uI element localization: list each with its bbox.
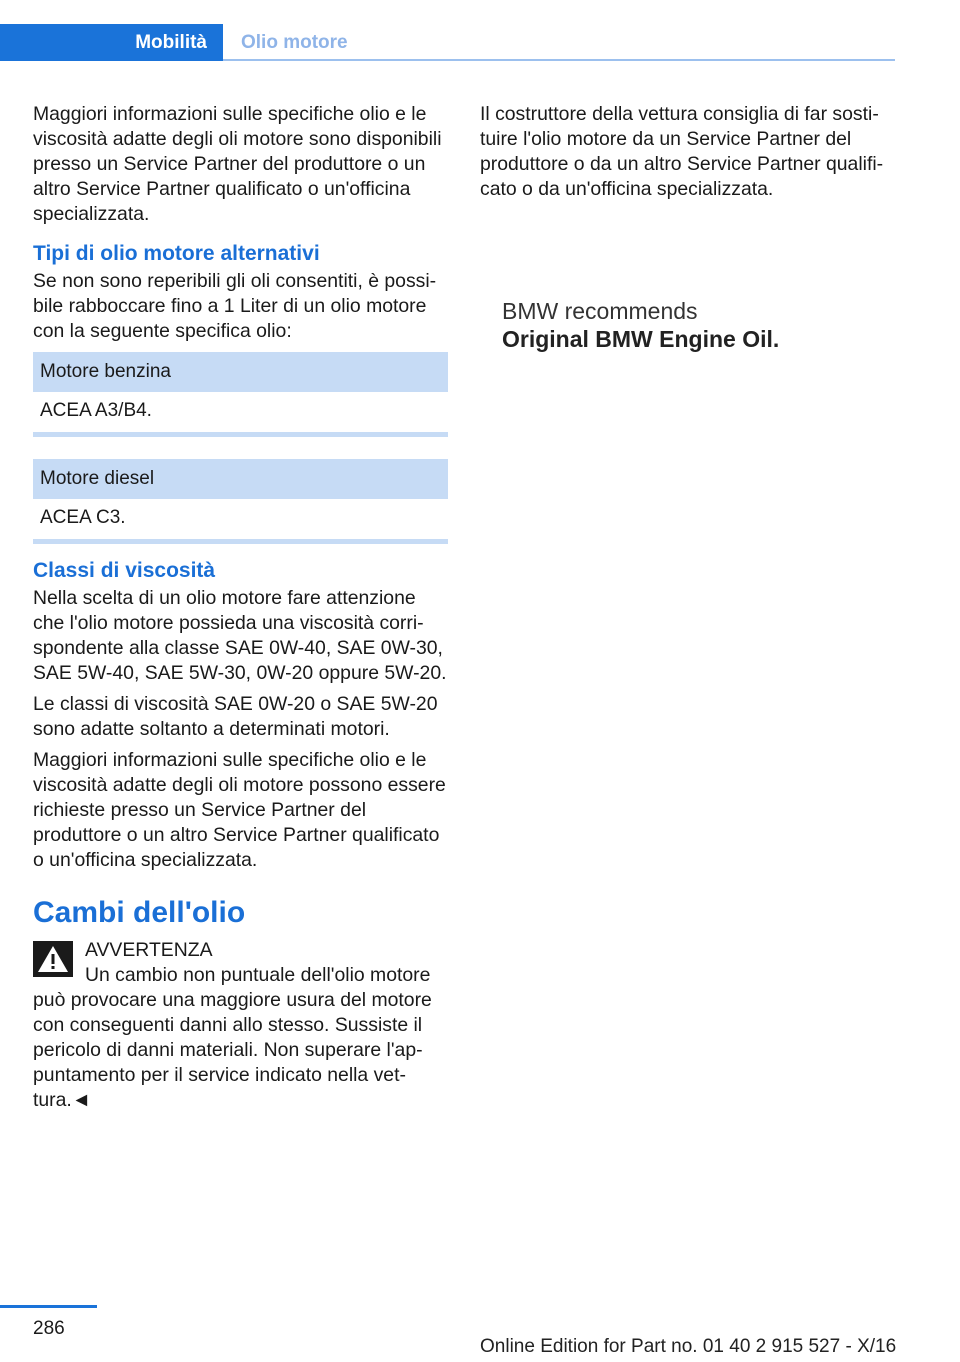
spec-divider — [33, 432, 448, 437]
intro-paragraph: Maggiori informazioni sulle specifiche olio e le viscosità adatte degli oli motore sono disponibili presso un Service Partner del produttore o un altro Service Partner qualificato o un'officina specializzata. — [33, 103, 442, 225]
viscosity-paragraph-1: Nella scelta di un olio motore fare attenzione che l'olio motore possieda una viscosità corrispondente alla classe SAE 0W-40, SAE 0W-30, SAE 5W-40, SAE 5W-30, 0W-20 oppure 5W-20. — [33, 587, 447, 684]
viscosity-paragraph-2: Le classi di viscosità SAE 0W-20 o SAE 5W-20 sono adatte soltanto a determinati motori. — [33, 693, 438, 740]
right-column — [480, 102, 900, 353]
bmw-engine-oil-text: Original BMW Engine Oil. — [502, 326, 780, 352]
spec-value-petrol: ACEA A3/B4. — [40, 400, 152, 421]
viscosity-paragraph-3: Maggiori informazioni sulle specifiche olio e le viscosità adatte degli oli motore possono essere richieste presso un Service Partner del produttore o un altro Service Partner qualificato o un'officina specializzata. — [33, 749, 446, 871]
spec-table-diesel — [33, 459, 448, 544]
spec-table-petrol — [33, 352, 448, 437]
spec-divider — [33, 539, 448, 544]
page-header — [0, 24, 895, 61]
spec-head-petrol: Motore benzina — [33, 352, 448, 392]
warning-text: Un cambio non puntuale dell'olio motore può provocare una maggiore usura del motore con conseguenti danni allo stesso. Sussiste il pericolo di danni materiali. Non superare l'appuntamento per il service indicato nella vettura.◄ — [33, 964, 432, 1111]
oil-change-heading: Cambi dell'olio — [33, 896, 246, 929]
bmw-recommendation — [480, 297, 900, 353]
service-paragraph: Il costruttore della vettura consiglia di far sostituire l'olio motore da un Service Partner del produttore o da un altro Service Partner qualificato o da un'officina specializzata. — [480, 103, 884, 200]
alt-oil-heading: Tipi di olio motore alternativi — [33, 242, 320, 265]
footer-accent-line — [0, 1305, 97, 1308]
left-column — [33, 102, 448, 1113]
tab-mobilita[interactable]: Mobilità — [0, 24, 223, 61]
spec-head-diesel: Motore diesel — [33, 459, 448, 499]
warning-block — [33, 937, 448, 1113]
alt-oil-paragraph: Se non sono reperibili gli oli consentiti, è possibile rabboccare fino a 1 Liter di un olio motore con la seguente specifica olio: — [33, 270, 437, 342]
edition-text: Online Edition for Part no. 01 40 2 915 527 - X/16 — [480, 1336, 897, 1357]
warning-title: AVVERTENZA — [85, 939, 213, 961]
viscosity-heading: Classi di viscosità — [33, 559, 216, 582]
warning-triangle-icon — [33, 941, 73, 977]
page-number: 286 — [33, 1318, 65, 1339]
tab-olio-motore[interactable]: Olio motore — [241, 32, 348, 53]
spec-value-diesel: ACEA C3. — [40, 507, 126, 528]
bmw-recommends-text: BMW recommends — [502, 298, 698, 324]
header-divider — [223, 59, 895, 61]
